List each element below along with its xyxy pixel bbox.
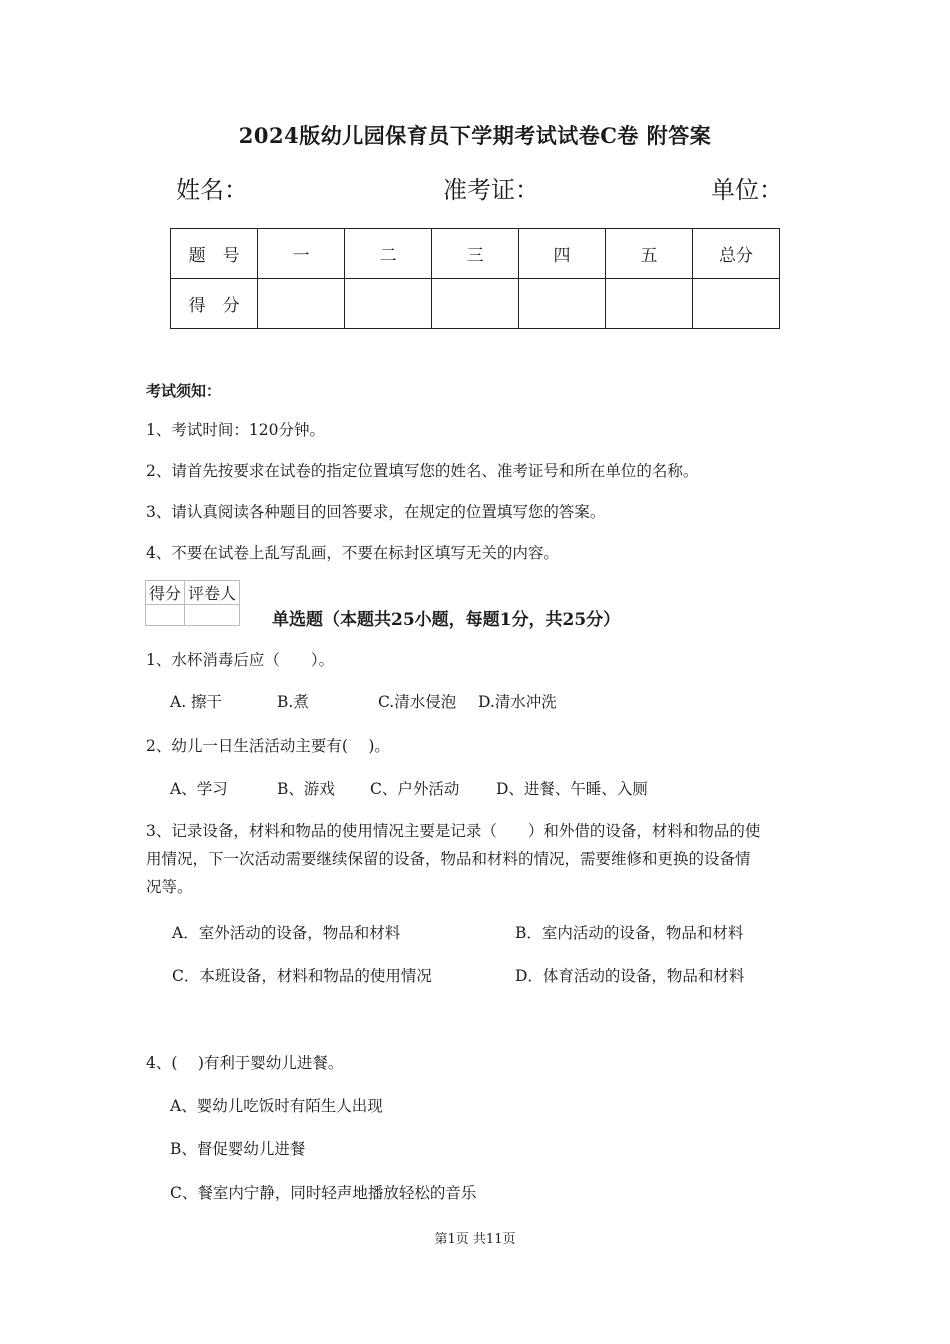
grader-name-cell[interactable] [185,605,240,626]
q1-option-c[interactable]: C.清水侵泡 [378,693,457,711]
notice-item: 2、请首先按要求在试卷的指定位置填写您的姓名、准考证号和所在单位的名称。 [146,462,699,480]
q2-option-c[interactable]: C、户外活动 [370,780,460,798]
notice-item: 4、不要在试卷上乱写乱画，不要在标封区填写无关的内容。 [146,544,559,562]
question-2-stem: 2、幼儿一日生活活动主要有( )。 [146,737,390,755]
notice-item: 1、考试时间：120分钟。 [146,421,325,439]
grader-score-label: 得分 [146,581,185,605]
score-cell[interactable] [519,279,606,329]
q3-option-d[interactable]: D．体育活动的设备，物品和材料 [515,967,745,985]
q3-option-c[interactable]: C．本班设备，材料和物品的使用情况 [172,967,432,985]
grader-box [145,580,240,626]
table-cell: 四 [519,229,606,279]
table-cell: 二 [345,229,432,279]
q1-option-a[interactable]: A. 擦干 [170,693,223,711]
score-cell[interactable] [692,279,779,329]
score-cell[interactable] [606,279,693,329]
q2-option-d[interactable]: D、进餐、午睡、入厕 [496,780,648,798]
score-cell[interactable] [432,279,519,329]
page-title: 2024版幼儿园保育员下学期考试试卷C卷 附答案 [238,123,712,148]
q4-option-b[interactable]: B、督促婴幼儿进餐 [170,1140,306,1158]
table-cell: 得 分 [171,279,258,329]
name-label: 姓名： [176,176,248,204]
grader-name-label: 评卷人 [185,581,240,605]
score-cell[interactable] [258,279,345,329]
score-table-header-row [171,229,780,279]
table-cell: 一 [258,229,345,279]
notice-item: 3、请认真阅读各种题目的回答要求，在规定的位置填写您的答案。 [146,503,606,521]
question-4-stem: 4、( )有利于婴幼儿进餐。 [146,1054,344,1072]
notice-title: 考试须知： [146,382,222,400]
q2-option-b[interactable]: B、游戏 [277,780,335,798]
q3-stem-line: 用情况，下一次活动需要继续保留的设备，物品和材料的情况，需要维修和更换的设备情 [146,850,751,868]
score-table-score-row [171,279,780,329]
q4-option-a[interactable]: A、婴幼儿吃饭时有陌生人出现 [170,1097,383,1115]
question-3-stem [146,817,810,901]
table-cell: 五 [606,229,693,279]
page-number: 第1页 共11页 [434,1232,516,1247]
table-cell: 总分 [692,229,779,279]
score-table [170,228,780,329]
exam-id-label: 准考证： [443,176,539,204]
q3-option-b[interactable]: B．室内活动的设备，物品和材料 [515,924,744,942]
q3-stem-line: 况等。 [146,878,193,896]
section-title: 单选题（本题共25小题，每题1分，共25分） [272,610,621,630]
q3-option-a[interactable]: A．室外活动的设备，物品和材料 [172,924,401,942]
unit-label: 单位： [711,176,783,204]
grader-score-cell[interactable] [146,605,185,626]
score-cell[interactable] [345,279,432,329]
q4-option-c[interactable]: C、餐室内宁静，同时轻声地播放轻松的音乐 [170,1184,477,1202]
table-cell: 题 号 [171,229,258,279]
q2-option-a[interactable]: A、学习 [170,780,228,798]
q3-stem-line: 3、记录设备，材料和物品的使用情况主要是记录（ ）和外借的设备，材料和物品的使 [146,822,761,840]
table-cell: 三 [432,229,519,279]
q1-option-b[interactable]: B.煮 [277,693,309,711]
q1-option-d[interactable]: D.清水冲洗 [478,693,557,711]
question-1-stem: 1、水杯消毒后应（ ）。 [146,651,335,669]
